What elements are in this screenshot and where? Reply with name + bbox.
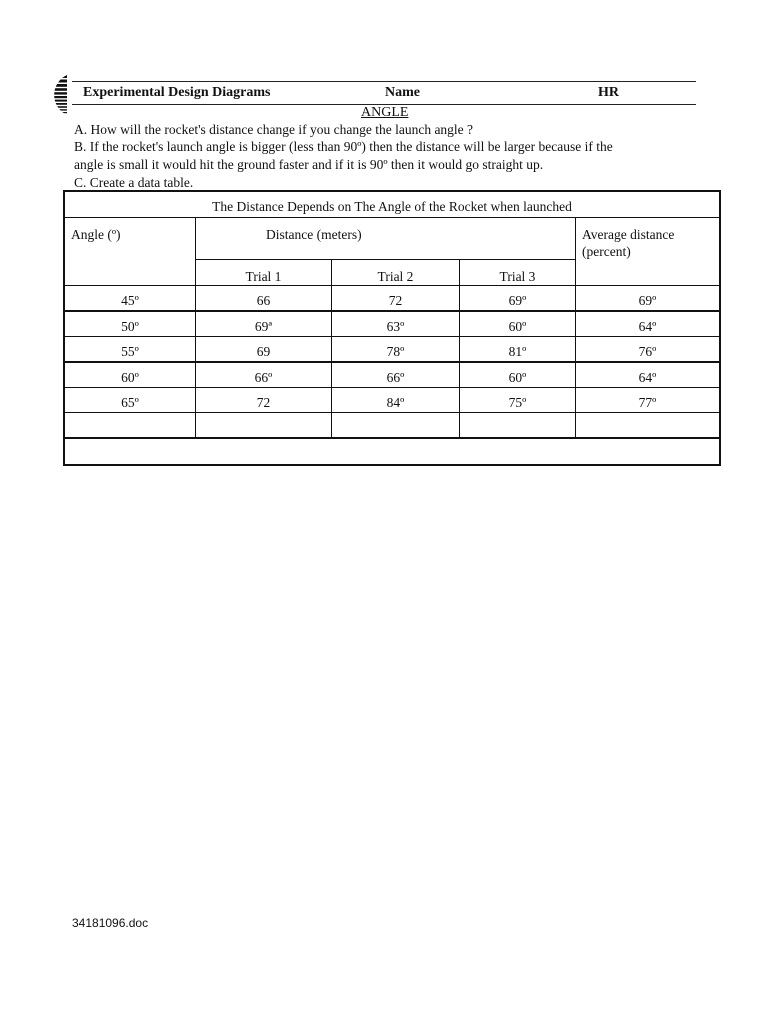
worksheet-title: Experimental Design Diagrams — [83, 85, 271, 100]
table-cell-angle: 50º — [121, 319, 139, 334]
table-cell-trial-3: 60º — [508, 370, 527, 385]
table-cell-trial-3: 69º — [508, 293, 527, 308]
table-cell-trial-1: 66º — [254, 370, 273, 385]
name-label: Name — [385, 85, 420, 100]
table-rule — [65, 310, 719, 312]
section-heading: ANGLE — [361, 105, 409, 120]
table-title: The Distance Depends on The Angle of the Rocket when launched — [212, 199, 572, 214]
table-rule — [196, 259, 576, 260]
average-column-header-line-2: (percent) — [582, 244, 631, 259]
table-cell-trial-1: 72 — [256, 395, 271, 410]
question-a: A. How will the rocket's distance change if you change the launch angle ? — [74, 122, 474, 137]
table-rule — [65, 217, 719, 218]
question-b-line-1: B. If the rocket's launch angle is bigger (less than 90º) then the distance will be larger because if the — [74, 139, 613, 154]
table-cell-trial-3: 81º — [508, 344, 527, 359]
table-cell-angle: 45º — [121, 293, 139, 308]
striped-globe-logo — [25, 73, 67, 117]
trial-2-header: Trial 2 — [377, 269, 414, 284]
table-rule — [65, 336, 719, 337]
table-cell-average: 64º — [638, 370, 657, 385]
table-cell-trial-2: 78º — [386, 344, 405, 359]
trial-3-header: Trial 3 — [499, 269, 536, 284]
angle-column-header: Angle (º) — [71, 227, 121, 242]
table-cell-trial-2: 66º — [386, 370, 405, 385]
question-b-line-2: angle is small it would hit the ground faster and if it is 90º then it would go straight up. — [74, 157, 544, 172]
table-cell-trial-2: 72 — [388, 293, 403, 308]
table-cell-trial-3: 75º — [508, 395, 527, 410]
table-cell-average: 77º — [638, 395, 657, 410]
table-rule — [65, 361, 719, 363]
question-c: C. Create a data table. — [74, 175, 194, 190]
table-cell-trial-2: 63º — [386, 319, 405, 334]
worksheet-header — [72, 81, 696, 105]
table-cell-trial-1: 69ª — [254, 319, 273, 334]
table-cell-average: 76º — [638, 344, 657, 359]
table-cell-trial-1: 66 — [256, 293, 271, 308]
table-cell-trial-3: 60º — [508, 319, 527, 334]
table-cell-trial-1: 69 — [256, 344, 271, 359]
document-filename: 34181096.doc — [72, 916, 149, 930]
hr-label: HR — [598, 85, 619, 100]
table-cell-angle: 65º — [121, 395, 139, 410]
table-rule — [65, 437, 719, 439]
table-cell-average: 64º — [638, 319, 657, 334]
table-cell-trial-2: 84º — [386, 395, 405, 410]
table-rule — [65, 412, 719, 413]
table-cell-angle: 55º — [121, 344, 139, 359]
trial-1-header: Trial 1 — [245, 269, 282, 284]
table-cell-angle: 60º — [121, 370, 139, 385]
table-rule — [65, 387, 719, 388]
table-cell-average: 69º — [638, 293, 657, 308]
average-column-header-line-1: Average distance — [582, 227, 675, 242]
data-table — [63, 190, 721, 466]
distance-column-header: Distance (meters) — [266, 227, 362, 242]
table-rule — [65, 285, 719, 286]
